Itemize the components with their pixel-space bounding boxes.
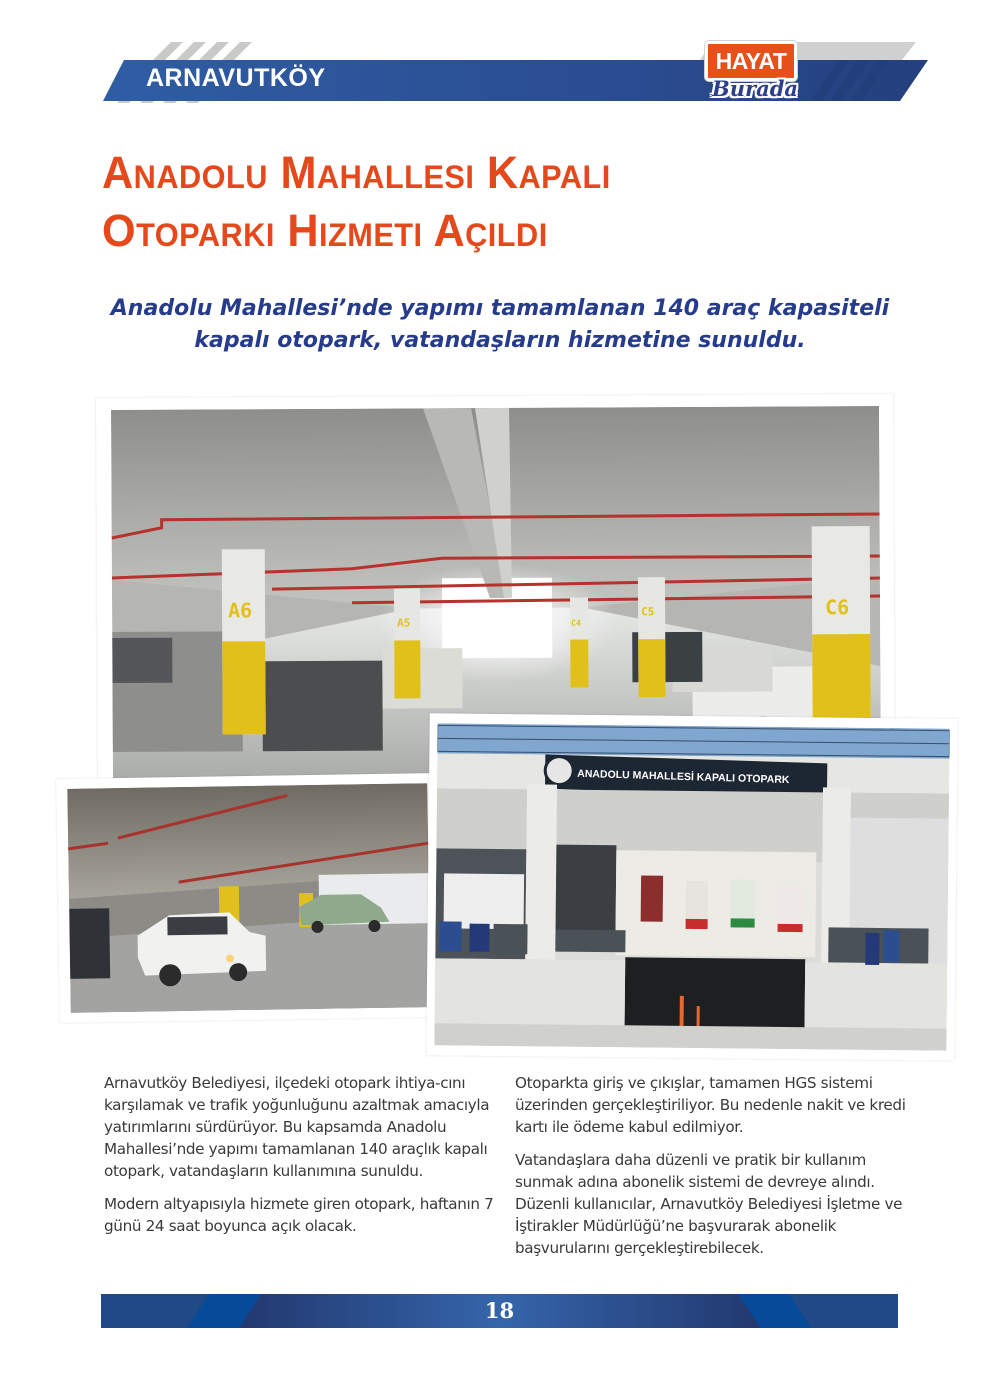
photo-parking-entrance <box>434 723 949 1050</box>
article-column-left <box>104 1072 504 1248</box>
article-lead <box>60 293 940 357</box>
article-title-line: Otoparkı Hizmeti Açıldı <box>102 205 548 256</box>
page-number: 18 <box>484 1298 515 1323</box>
hayat-burada-logo <box>697 41 817 107</box>
header-band-graphic <box>0 0 1000 120</box>
entrance-sign-text: ANADOLU MAHALLESİ KAPALI OTOPARK <box>577 767 790 787</box>
photo-parking-cars-frame <box>56 773 443 1023</box>
column-label: C4 <box>571 618 581 628</box>
article-lead-line: Anadolu Mahallesi’nde yapımı tamamlanan 140 araç kapasiteli <box>110 296 890 321</box>
section-header <box>0 0 1000 120</box>
photo-parking-cars <box>67 783 430 1013</box>
photo-parking-entrance-frame <box>426 713 958 1061</box>
article-title-line: Anadolu Mahallesi Kapalı <box>102 147 611 198</box>
article-title <box>102 144 832 260</box>
page-footer <box>101 1294 898 1328</box>
section-title: ARNAVUTKÖY <box>146 64 326 92</box>
article-paragraph: Arnavutköy Belediyesi, ilçedeki otopark ihtiya-cını karşılamak ve trafik yoğunluğunu azaltmak amacıyla yatırımlarını sürdürüyor. Bu kapsamda Anadolu Mahallesi’nde yapımı tamamlanan 140 araçlık kapalı otopark, vatandaşların kullanımına sunuldu. <box>104 1074 490 1180</box>
column-label: A6 <box>228 598 253 623</box>
column-label: C5 <box>641 605 655 619</box>
article-paragraph: Vatandaşlara daha düzenli ve pratik bir kullanım sunmak adına abonelik sistemi de devreye alındı. Düzenli kullanıcılar, Arnavutköy Belediyesi İşletme ve İştirakler Müdürlüğü’ne başvurarak abonelik başvurularını gerçekleştirebilecek. <box>515 1151 903 1257</box>
article-column-right <box>515 1072 915 1270</box>
column-label: A5 <box>397 616 411 630</box>
article-paragraph: Modern altyapısıyla hizmete giren otopark, haftanın 7 günü 24 saat boyunca açık olacak. <box>104 1195 494 1235</box>
logo-hayat-text: HAYAT <box>705 41 797 81</box>
column-label: C6 <box>825 595 850 620</box>
logo-burada-text: Burada <box>712 76 798 101</box>
article-lead-line: kapalı otopark, vatandaşların hizmetine sunuldu. <box>194 328 806 353</box>
article-paragraph: Otoparkta giriş ve çıkışlar, tamamen HGS sistemi üzerinden gerçekleştiriliyor. Bu nedenle nakit ve kredi kartı ile ödeme kabul edilmiyor. <box>515 1074 906 1136</box>
